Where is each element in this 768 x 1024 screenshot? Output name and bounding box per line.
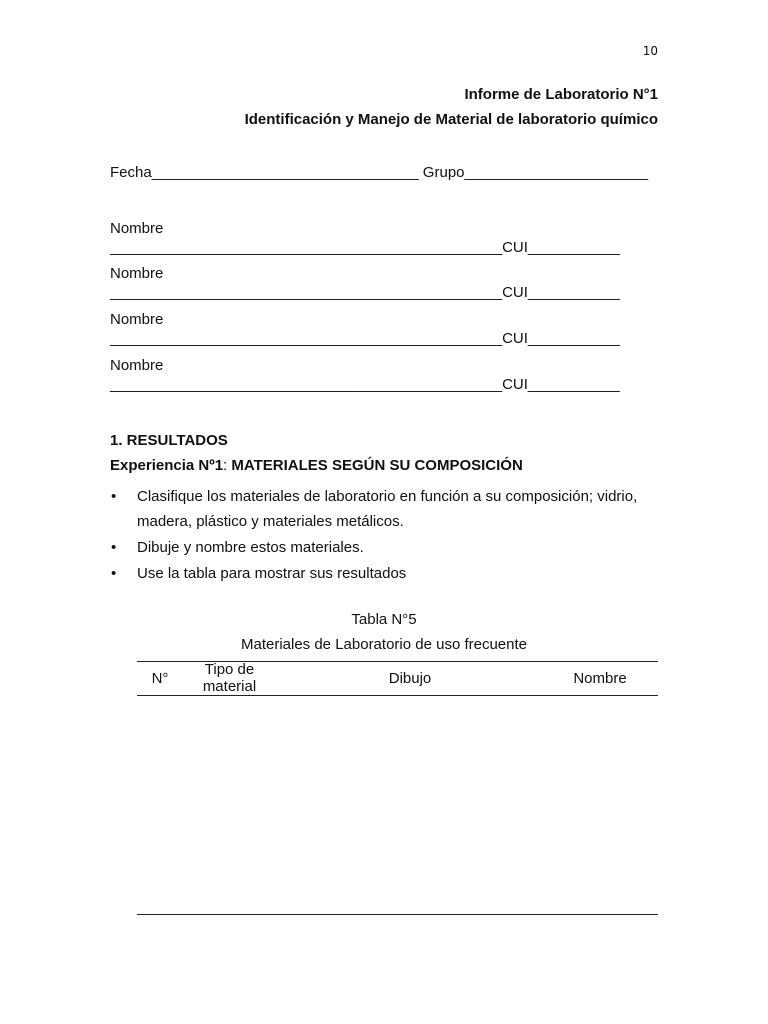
table-caption-title: Materiales de Laboratorio de uso frecuente bbox=[240, 636, 527, 653]
table-caption-number: Tabla N°5 bbox=[351, 611, 417, 628]
page-number: 10 bbox=[642, 44, 658, 58]
report-title: Informe de Laboratorio N°1 bbox=[464, 86, 658, 103]
member-label: Nombre bbox=[110, 220, 164, 237]
member-label: Nombre bbox=[110, 311, 164, 328]
fecha-grupo-line: Fecha________________________________ Grupo______________________ bbox=[110, 164, 649, 181]
list-item: • Dibuje y nombre estos materiales. bbox=[110, 535, 660, 560]
column-header-numero: N° bbox=[151, 670, 169, 687]
experiencia-separator: : bbox=[223, 457, 232, 474]
report-subtitle: Identificación y Manejo de Material de laboratorio químico bbox=[244, 111, 658, 128]
member-line: _______________________________________________CUI___________ bbox=[110, 376, 620, 393]
section-heading: 1. RESULTADOS bbox=[110, 432, 228, 449]
experiencia-title: MATERIALES SEGÚN SU COMPOSICIÓN bbox=[231, 457, 523, 474]
member-label: Nombre bbox=[110, 265, 164, 282]
experiencia-heading bbox=[110, 457, 523, 474]
member-label: Nombre bbox=[110, 357, 164, 374]
column-header-dibujo: Dibujo bbox=[388, 670, 432, 687]
table-header-rule bbox=[137, 695, 658, 696]
bullet-icon: • bbox=[111, 539, 117, 556]
instruction-list bbox=[110, 484, 660, 587]
column-header-tipo: Tipo de material bbox=[202, 661, 257, 695]
experiencia-label: Experiencia Nº1 bbox=[110, 457, 224, 474]
column-header-nombre: Nombre bbox=[573, 670, 627, 687]
list-item: • Use la tabla para mostrar sus resultados bbox=[110, 561, 660, 586]
bullet-icon: • bbox=[111, 565, 117, 582]
table-bottom-rule bbox=[137, 914, 658, 915]
bullet-icon: • bbox=[111, 488, 117, 505]
list-item: • Clasifique los materiales de laboratorio en función a su composición; vidrio, madera, plástico y materiales metálicos. bbox=[110, 484, 660, 534]
member-line: _______________________________________________CUI___________ bbox=[110, 284, 620, 301]
member-line: _______________________________________________CUI___________ bbox=[110, 239, 620, 256]
member-line: _______________________________________________CUI___________ bbox=[110, 330, 620, 347]
